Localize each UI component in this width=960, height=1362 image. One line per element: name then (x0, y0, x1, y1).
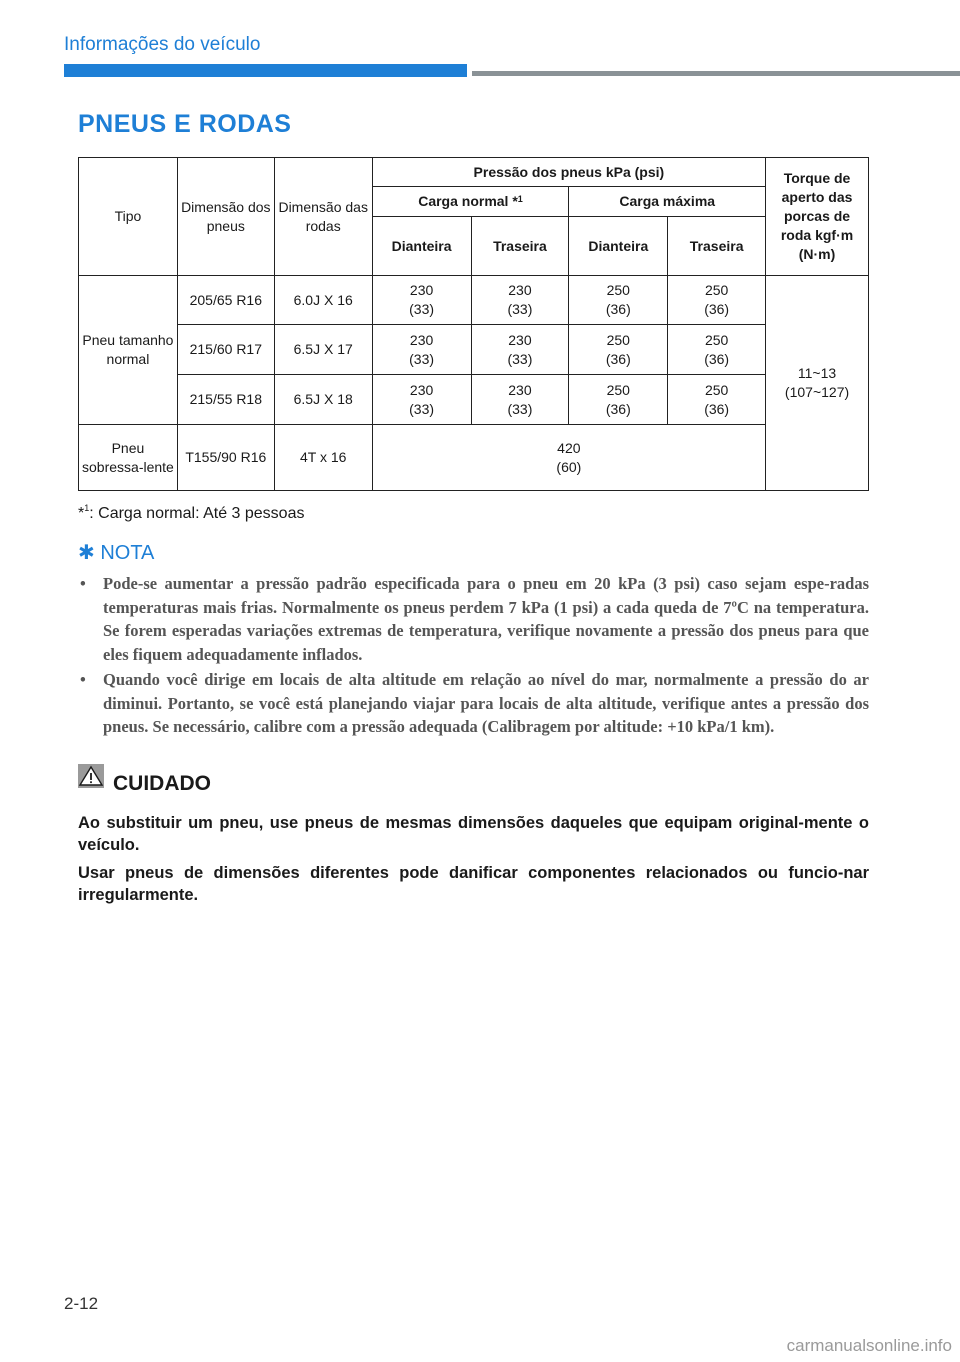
cell-pneu: 215/60 R17 (177, 325, 274, 375)
cell-roda: 4T x 16 (274, 425, 372, 491)
header-dimensao-pneus: Dimensão dos pneus (177, 158, 274, 276)
cell-roda: 6.5J X 17 (274, 325, 372, 375)
table-row (79, 425, 869, 491)
cell-pressao: 250 (36) (668, 325, 766, 375)
tire-spec-table (78, 157, 869, 491)
table-row (79, 276, 869, 325)
header-torque: Torque de aperto das porcas de roda kgf·m (N·m) (766, 158, 869, 276)
caution-paragraph: Ao substituir um pneu, use pneus de mesmas dimensões daqueles que equipam original-mente o veículo. (78, 814, 869, 854)
cell-tipo-sobressalente: Pneu sobressa-lente (79, 425, 178, 491)
header-traseira: Traseira (668, 217, 766, 276)
table-row (79, 325, 869, 375)
cell-roda: 6.5J X 18 (274, 375, 372, 425)
list-item: • Pode-se aumentar a pressão padrão especificada para o pneu em 20 kPa (3 psi) caso sejam espe-radas temperaturas mais frias. Normalmente os pneus perdem 7 kPa (1 psi) a cada queda de 7ºC na temperatura. Se forem esperadas variações extremas de temperatura, verifique novamente a pressão dos pneus para que eles fiquem adequadamente inflados. (80, 574, 869, 664)
cell-pressao: 250 (36) (668, 276, 766, 325)
header-rule (472, 71, 960, 76)
footnote: *$^1$: Carga normal: Até 3 pessoas (78, 503, 305, 522)
table-row (79, 375, 869, 425)
header-pressao: Pressão dos pneus kPa (psi) (372, 158, 765, 187)
header-carga-maxima: Carga máxima (569, 187, 766, 217)
asterisk-icon: ✱ (78, 542, 95, 564)
bullet-icon: • (80, 670, 86, 689)
cell-pneu: 205/65 R16 (177, 276, 274, 325)
cell-roda: 6.0J X 16 (274, 276, 372, 325)
page-number: 2-12 (64, 1294, 99, 1313)
cell-pressao: 230 (33) (471, 276, 569, 325)
cell-pressao: 250 (36) (569, 276, 668, 325)
header-dianteira: Dianteira (569, 217, 668, 276)
note-heading (78, 540, 154, 565)
cell-pressao: 230 (33) (471, 375, 569, 425)
list-item: • Quando você dirige em locais de alta altitude em relação ao nível do mar, normalmente a pressão do ar diminui. Portanto, se você está planejando viajar para locais de alta altitude, verifique antes a pressão dos pneus. Se necessário, calibre com a pressão adequada (Calibragem por altitude: +10 kPa/1 km). (80, 670, 869, 736)
bullet-icon: • (80, 574, 86, 593)
chapter-title: Informações do veículo (64, 34, 261, 55)
cell-pressao: 250 (36) (569, 375, 668, 425)
cell-pressao: 250 (36) (668, 375, 766, 425)
header-carga-normal: Carga normal *$^1$ (372, 187, 569, 217)
warning-triangle-icon (78, 764, 104, 788)
cell-pressao: 230 (33) (471, 325, 569, 375)
cell-pneu: T155/90 R16 (177, 425, 274, 491)
header-traseira: Traseira (471, 217, 569, 276)
caution-paragraph: Usar pneus de dimensões diferentes pode danificar componentes relacionados ou funcio-nar irregularmente. (78, 864, 869, 904)
header-dianteira: Dianteira (372, 217, 471, 276)
cell-torque: 11~13 (107~127) (766, 276, 869, 491)
watermark: carmanualsonline.info (786, 1336, 952, 1355)
cell-pressao: 230 (33) (372, 276, 471, 325)
header-tipo: Tipo (79, 158, 178, 276)
header-dimensao-rodas: Dimensão das rodas (274, 158, 372, 276)
caution-title: CUIDADO (113, 772, 211, 795)
cell-pressao-sobressalente: 420 (60) (372, 425, 765, 491)
note-list (78, 572, 869, 741)
section-title: PNEUS E RODAS (78, 110, 292, 138)
note-title: NOTA (100, 542, 155, 564)
cell-pressao: 250 (36) (569, 325, 668, 375)
cell-pneu: 215/55 R18 (177, 375, 274, 425)
cell-pressao: 230 (33) (372, 325, 471, 375)
cell-pressao: 230 (33) (372, 375, 471, 425)
cell-tipo-normal: Pneu tamanho normal (79, 276, 178, 425)
header-accent-bar (64, 64, 467, 77)
